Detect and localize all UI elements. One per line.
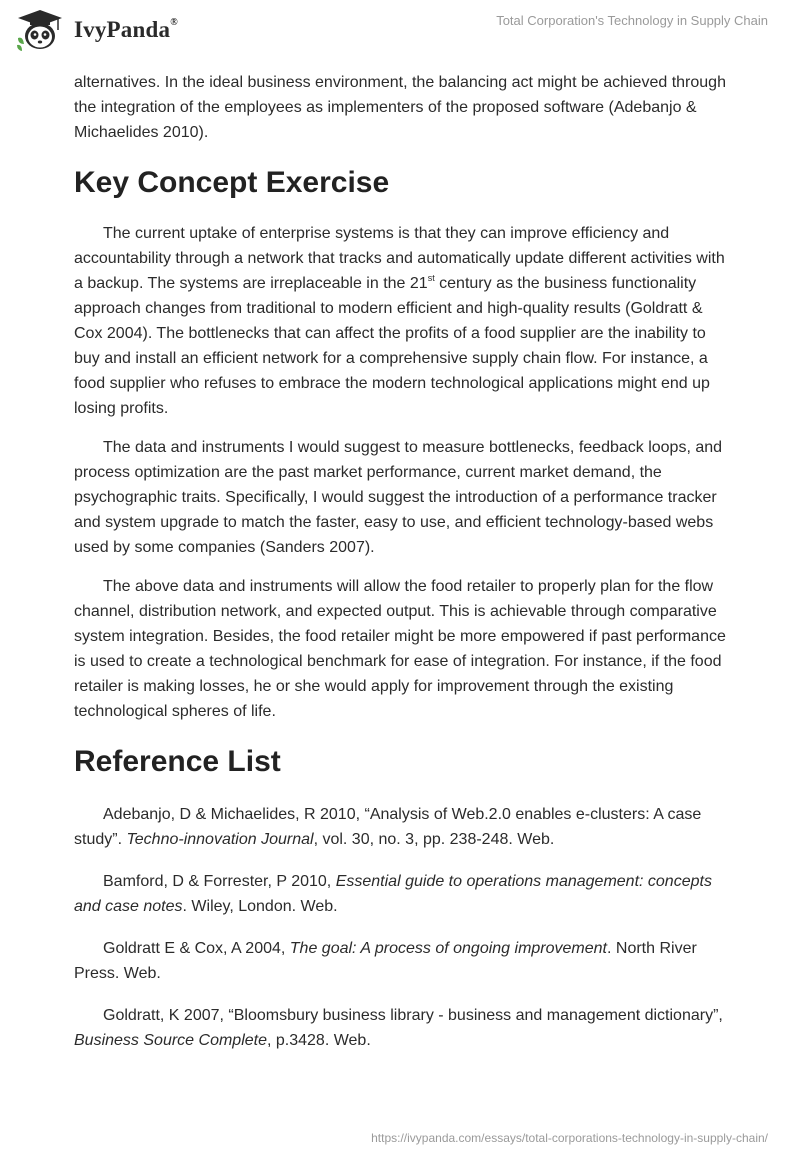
key-concept-paragraph-3: The above data and instruments will allow the food retailer to properly plan for the flow channel, distribution network, and expected output. This is achievable through comparative system integration. Besides, the food retailer might be more empowered if past performance is used to create a technological benchmark for ease of integration. For instance, if the food retailer is making losses, he or she would apply for improvement through the existing technological spheres of life. <box>74 578 726 720</box>
document-body <box>74 70 734 1070</box>
reference-item: Goldratt E & Cox, A 2004, The goal: A process of ongoing improvement. North River Press. Web. <box>74 940 697 982</box>
key-concept-paragraph-2: The data and instruments I would suggest to measure bottlenecks, feedback loops, and process optimization are the past market performance, current market demand, the psychographic traits. Specifically, I would suggest the introduction of a performance tracker and system upgrade to match the faster, easy to use, and efficient technology-based webs used by some companies (Sanders 2007). <box>74 439 723 556</box>
key-concept-paragraph-1: The current uptake of enterprise systems is that they can improve efficiency and accountability through a network that tracks and automatically update different activities with a backup. The systems are irreplaceable in the 21st century as the business functionality approach changes from traditional to modern efficient and high-quality results (Goldratt & Cox 2004). The bottlenecks that can affect the profits of a food supplier are the inability to buy and install an efficient network for a comprehensive supply chain flow. For instance, a food supplier who refuses to embrace the modern technological applications might end up losing profits. <box>74 225 725 417</box>
running-title: Total Corporation's Technology in Supply Chain <box>496 13 768 28</box>
reference-item: Goldratt, K 2007, “Bloomsbury business library - business and management dictionary”, Business Source Complete, p.3428. Web. <box>74 1007 723 1049</box>
panda-graduate-icon <box>14 8 66 52</box>
intro-paragraph: alternatives. In the ideal business environment, the balancing act might be achieved through the integration of the employees as implementers of the proposed software (Adebanjo & Michaelides 2010). <box>74 74 726 141</box>
section-heading-reference-list: Reference List <box>74 745 281 778</box>
section-heading-key-concept: Key Concept Exercise <box>74 166 390 199</box>
reference-item: Bamford, D & Forrester, P 2010, Essential guide to operations management: concepts and case notes. Wiley, London. Web. <box>74 873 712 915</box>
logo-text: IvyPanda® <box>74 17 178 42</box>
logo[interactable] <box>14 8 178 52</box>
reference-item: Adebanjo, D & Michaelides, R 2010, “Analysis of Web.2.0 enables e-clusters: A case study”. Techno-innovation Journal, vol. 30, no. 3, pp. 238-248. Web. <box>74 806 702 848</box>
source-url-link[interactable]: https://ivypanda.com/essays/total-corporations-technology-in-supply-chain/ <box>371 1131 768 1145</box>
